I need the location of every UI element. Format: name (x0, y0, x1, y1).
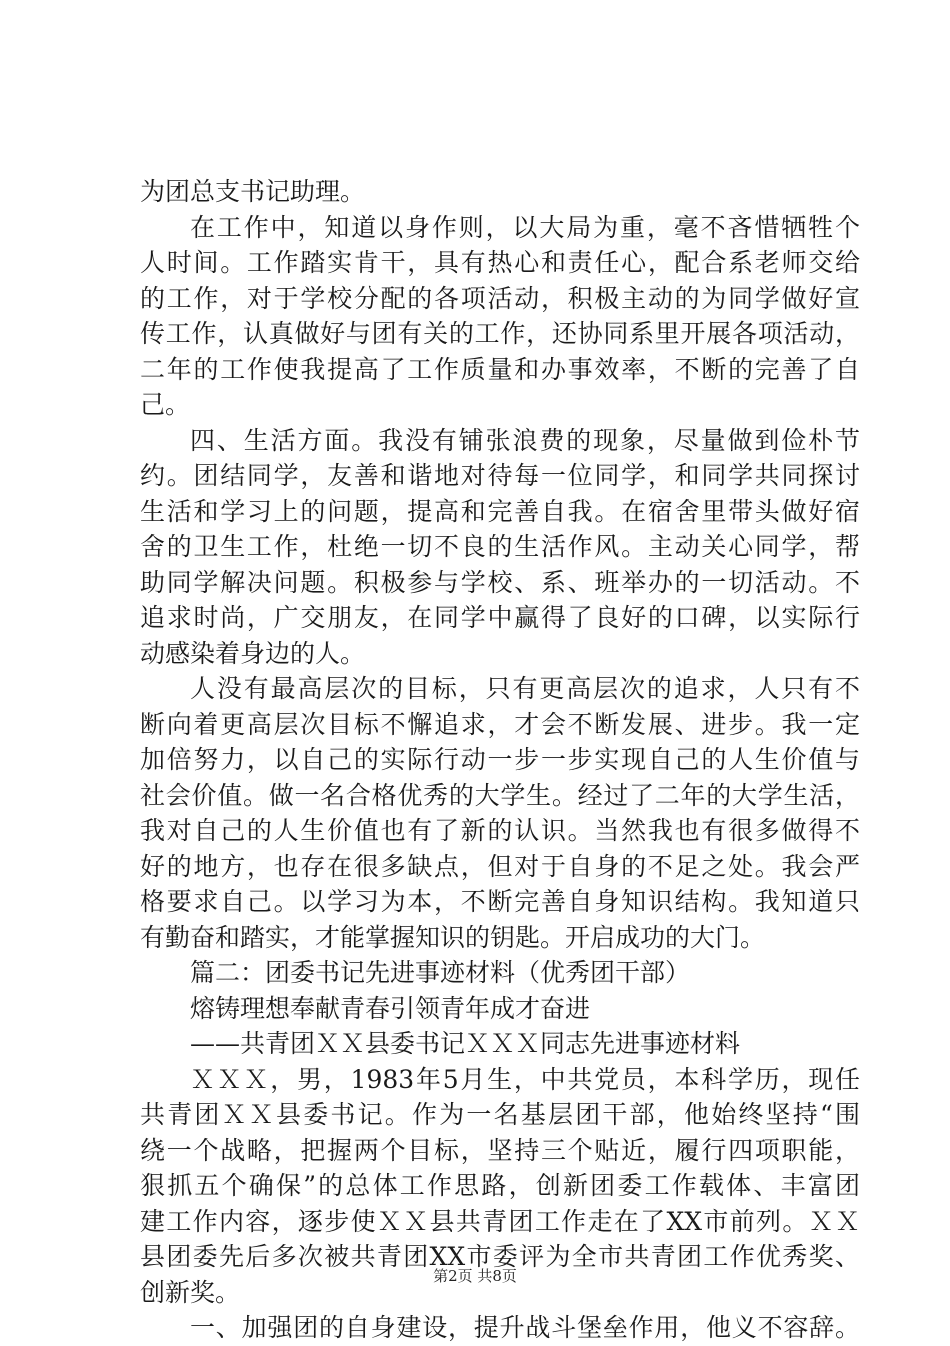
text-line: 格要求自己。以学习为本，不断完善自身知识结构。我知道只 (140, 887, 860, 916)
text-line: 人没有最高层次的目标，只有更高层次的追求，人只有不 (190, 674, 860, 703)
text-line: 二年的工作使我提高了工作质量和办事效率，不断的完善了自 (140, 354, 860, 384)
text-line: 社会价值。做一名合格优秀的大学生。经过了二年的大学生活， (140, 780, 860, 810)
text-line: 共青团ＸＸ县委书记。作为一名基层团干部，他始终坚持“围 (140, 1100, 860, 1129)
text-line: 传工作，认真做好与团有关的工作，还协同系里开展各项活动， (140, 319, 860, 348)
document-body (140, 174, 860, 1346)
text-line: 绕一个战略，把握两个目标，坚持三个贴近，履行四项职能， (140, 1135, 860, 1165)
text-line: 舍的卫生工作，杜绝一切不良的生活作风。主动关心同学，帮 (140, 532, 860, 561)
text-line: 为团总支书记助理。 (140, 177, 366, 206)
text-line: 一、加强团的自身建设，提升战斗堡垒作用，他义不容辞。 (190, 1313, 860, 1342)
text-line: 狠抓五个确保”的总体工作思路，创新团委工作载体、丰富团 (140, 1171, 860, 1200)
text-line: ＸＸＸ，男，1983年5月生，中共党员，本科学历，现任 (190, 1064, 860, 1094)
text-line: 我对自己的人生价值也有了新的认识。当然我也有很多做得不 (140, 816, 860, 845)
text-line: ——共青团ＸＸ县委书记ＸＸＸ同志先进事迹材料 (190, 1029, 741, 1058)
text-line: 生活和学习上的问题，提高和完善自我。在宿舍里带头做好宿 (140, 496, 860, 526)
text-line: 建工作内容，逐步使ＸＸ县共青团工作走在了XX市前列。ＸＸ (140, 1206, 860, 1236)
text-line: 己。 (140, 390, 191, 419)
text-line: 断向着更高层次目标不懈追求，才会不断发展、进步。我一定 (140, 709, 860, 739)
text-line: 助同学解决问题。积极参与学校、系、班举办的一切活动。不 (140, 567, 860, 597)
text-line: 追求时尚，广交朋友，在同学中赢得了良好的口碑，以实际行 (140, 603, 860, 632)
text-line: 的工作，对于学校分配的各项活动，积极主动的为同学做好宣 (140, 283, 860, 313)
text-line: 县团委先后多次被共青团XX市委评为全市共青团工作优秀奖、 (140, 1242, 860, 1271)
text-line: 好的地方，也存在很多缺点，但对于自身的不足之处。我会严 (140, 851, 860, 881)
text-line: 人时间。工作踏实肯干，具有热心和责任心，配合系老师交给 (140, 248, 860, 277)
text-line: 四、生活方面。我没有铺张浪费的现象，尽量做到俭朴节 (190, 425, 860, 455)
page-footer: 第2页 共8页 (433, 1267, 517, 1285)
text-line: 有勤奋和踏实，才能掌握知识的钥匙。开启成功的大门。 (140, 922, 766, 952)
text-line: 在工作中，知道以身作则，以大局为重，毫不吝惜牺牲个 (190, 212, 860, 242)
text-line: 篇二：团委书记先进事迹材料（优秀团干部） (190, 958, 691, 987)
text-line: 动感染着身边的人。 (140, 638, 366, 668)
text-line: 加倍努力，以自己的实际行动一步一步实现自己的人生价值与 (140, 745, 860, 774)
text-line: 约。团结同学，友善和谐地对待每一位同学，和同学共同探讨 (140, 461, 860, 490)
text-line: 创新奖。 (140, 1277, 241, 1307)
text-line: 熔铸理想奉献青春引领青年成才奋进 (190, 993, 591, 1023)
